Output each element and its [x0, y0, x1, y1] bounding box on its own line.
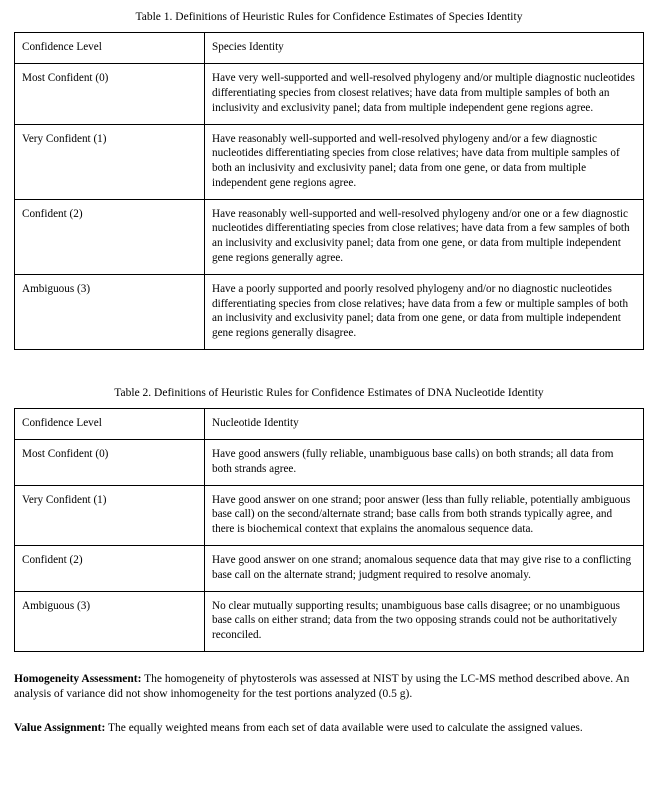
table2 — [14, 408, 644, 652]
table2-row0-description: Have good answers (fully reliable, unambiguous base calls) on both strands; all data from both strands agree. — [205, 440, 644, 486]
section-spacer — [14, 350, 644, 384]
value-assignment-text: The equally weighted means from each set of data available were used to calculate the assigned values. — [105, 721, 583, 734]
table2-row1-level: Very Confident (1) — [15, 485, 205, 545]
table-row — [15, 440, 644, 486]
table-row — [15, 591, 644, 651]
table2-row2-description: Have good answer on one strand; anomalous sequence data that may give rise to a conflicting base call on the alternate strand; judgment required to resolve anomaly. — [205, 545, 644, 591]
table2-row3-description: No clear mutually supporting results; unambiguous base calls disagree; or no unambiguous base calls on either strand; data from the two opposing strands could not be authoritatively reconciled. — [205, 591, 644, 651]
table-row — [15, 124, 644, 199]
table-row — [15, 199, 644, 274]
value-assignment-paragraph — [14, 721, 644, 737]
table1-row2-level: Confident (2) — [15, 199, 205, 274]
table1-row3-description: Have a poorly supported and poorly resolved phylogeny and/or no diagnostic nucleotides differentiating species from close relatives; have data from a few or multiple samples of both an inclusivity and exclusivity panel; data from one gene, or data from multiple independent gene regions generally disagree. — [205, 274, 644, 349]
homogeneity-assessment-paragraph — [14, 672, 644, 703]
table2-caption: Table 2. Definitions of Heuristic Rules for Confidence Estimates of DNA Nucleotide Identity — [114, 386, 544, 399]
table1-caption: Table 1. Definitions of Heuristic Rules for Confidence Estimates of Species Identity — [135, 11, 523, 23]
table-row — [15, 33, 644, 64]
table-row — [15, 545, 644, 591]
value-assignment-heading: Value Assignment: — [14, 721, 106, 734]
table1 — [14, 32, 644, 350]
table-row — [15, 485, 644, 545]
homogeneity-assessment-text: The homogeneity of phytosterols was assessed at NIST by using the LC-MS method described above. An analysis of variance did not show inhomogeneity for the test portions analyzed (0.5 g). — [14, 672, 630, 701]
table2-header-identity: Nucleotide Identity — [205, 409, 644, 440]
table1-row0-level: Most Confident (0) — [15, 64, 205, 124]
table1-row3-level: Ambiguous (3) — [15, 274, 205, 349]
table2-row3-level: Ambiguous (3) — [15, 591, 205, 651]
table1-row2-description: Have reasonably well-supported and well-resolved phylogeny and/or one or a few diagnostic nucleotides differentiating species from close relatives; have data from a few samples of both an inclusivity and exclusivity panel; data from one gene, or data from multiple independent gene regions generally agree. — [205, 199, 644, 274]
table-row — [15, 64, 644, 124]
table2-row2-level: Confident (2) — [15, 545, 205, 591]
table2-header-level: Confidence Level — [15, 409, 205, 440]
table-row — [15, 274, 644, 349]
table1-header-level: Confidence Level — [15, 33, 205, 64]
paragraph-spacer — [14, 652, 644, 672]
table1-header-identity: Species Identity — [205, 33, 644, 64]
homogeneity-assessment-heading: Homogeneity Assessment: — [14, 672, 142, 685]
table1-row0-description: Have very well-supported and well-resolved phylogeny and/or multiple diagnostic nucleotides differentiating species from closest relatives; have data from multiple samples of both an inclusivity and exclusivity panel; data from multiple independent gene regions agree. — [205, 64, 644, 124]
table2-row1-description: Have good answer on one strand; poor answer (less than fully reliable, potentially ambiguous base call) on the second/alternate strand; base calls from both strands typically agree, and there is biochemical context that explains the anomalous sequence data. — [205, 485, 644, 545]
table1-row1-description: Have reasonably well-supported and well-resolved phylogeny and/or a few diagnostic nucleotides differentiating species from close relatives; have data from multiple samples of both an inclusivity and exclusivity panel; data from one gene, or data from multiple independent gene regions agree. — [205, 124, 644, 199]
table2-row0-level: Most Confident (0) — [15, 440, 205, 486]
table-row — [15, 409, 644, 440]
table1-row1-level: Very Confident (1) — [15, 124, 205, 199]
